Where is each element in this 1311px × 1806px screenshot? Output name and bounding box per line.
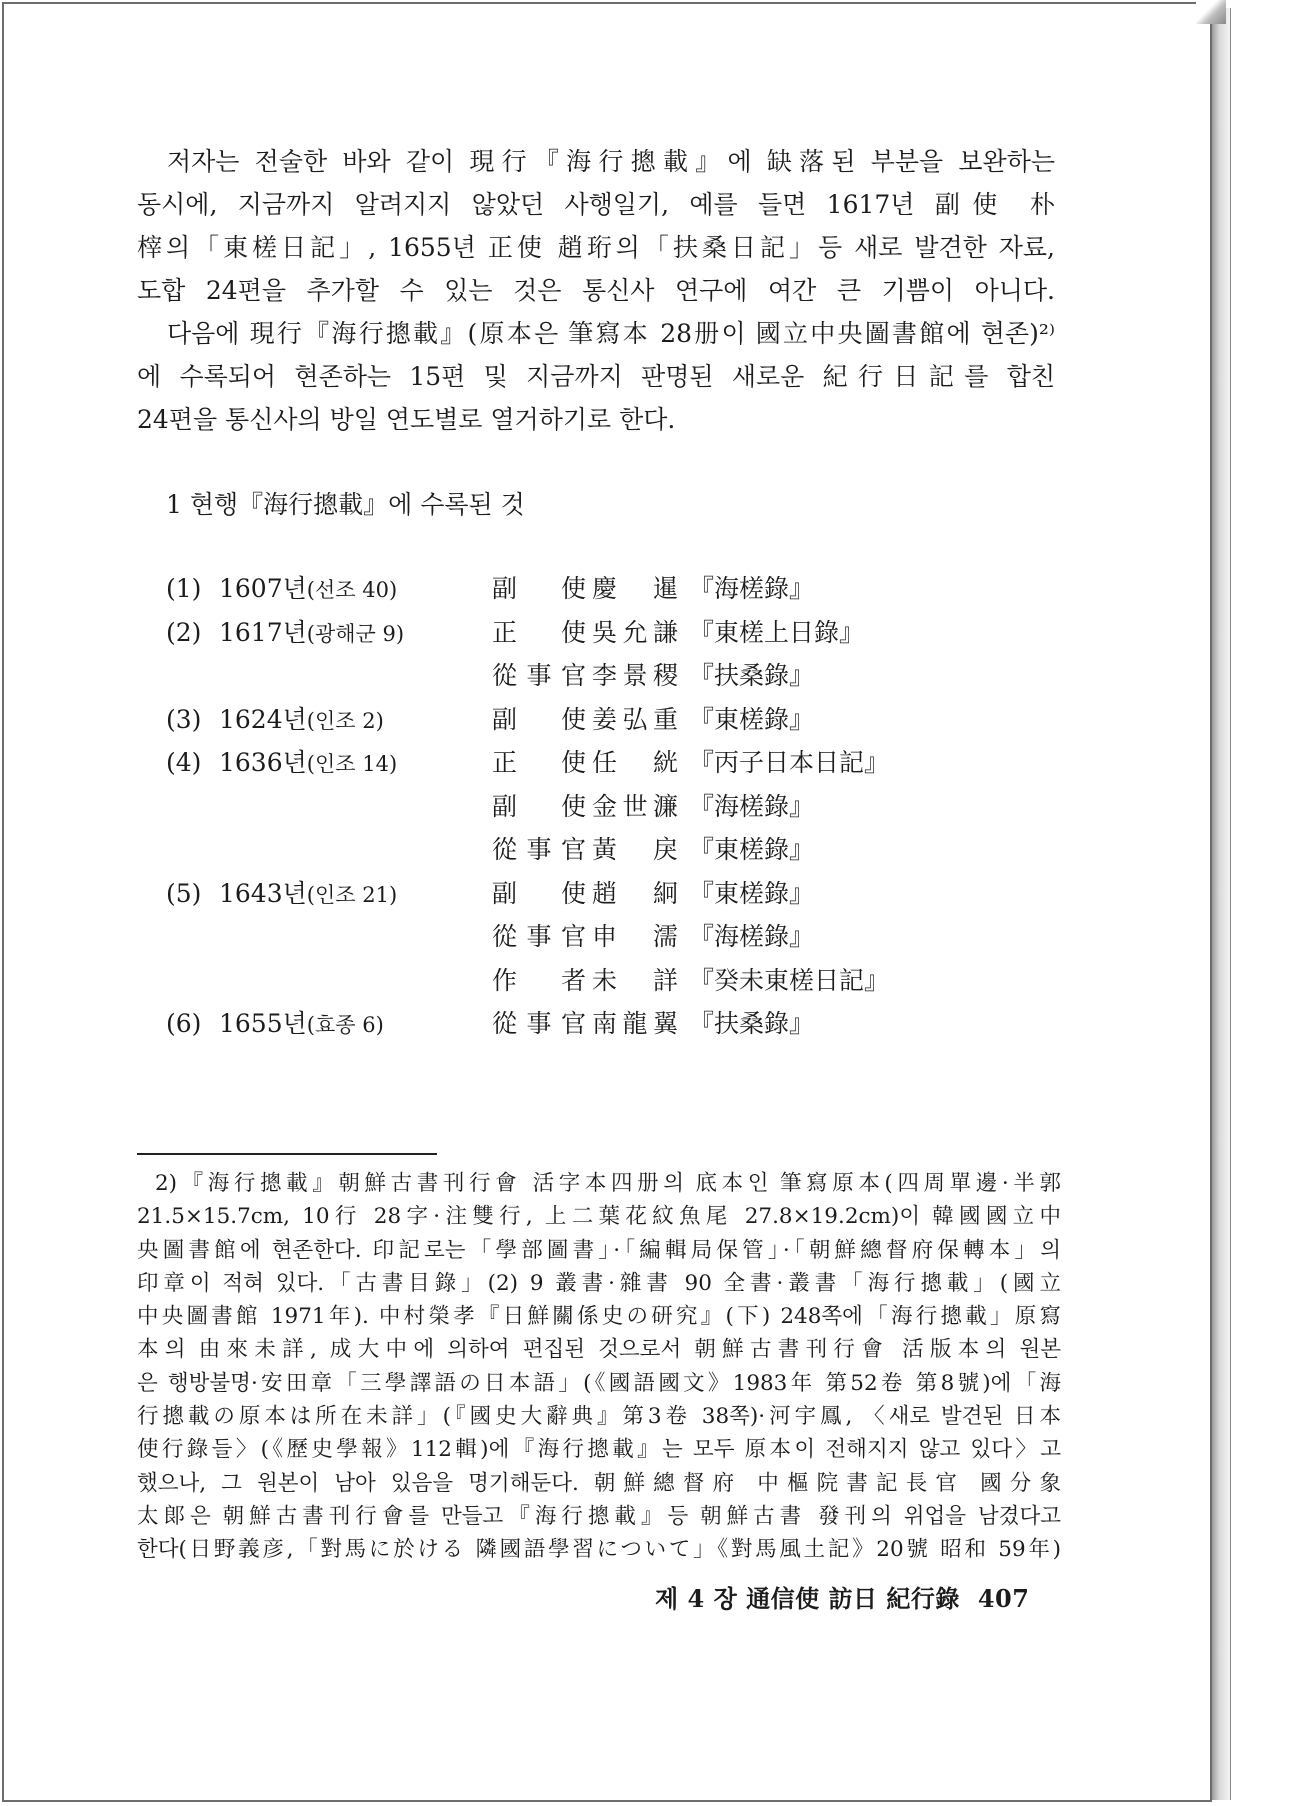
entry-reign: (인조 2) xyxy=(306,708,384,733)
entry-role: 副 使 xyxy=(492,704,586,734)
footnote-line: 中央圖書館 1971年). 中村榮孝『日鮮關係史の研究』(下) 248쪽에「海行摠載」原寫 xyxy=(137,1304,1061,1330)
entry-number: (2) xyxy=(166,617,202,647)
footnote-line: 行摠載の原本は所在未詳」(『國史大辭典』第3卷 38쪽)·河宇鳳, 〈새로 발견된 日本 xyxy=(137,1404,1061,1430)
footnote-line: 太郞은 朝鮮古書刊行會를 만들고『海行摠載』등 朝鮮古書 發刊의 위업을 남겼다고 xyxy=(137,1503,1061,1529)
entry-year: 1607년 xyxy=(219,574,307,603)
entry-reign: (선조 40) xyxy=(306,578,398,602)
list-item xyxy=(166,785,1006,829)
page-edge-shadow xyxy=(1212,8,1231,1800)
entry-title: 『東槎錄』 xyxy=(689,835,815,864)
body-paragraph-1 xyxy=(137,140,1055,312)
footnote-line: 本의 由來未詳, 成大中에 의하여 편집된 것으로서 朝鮮古書刊行會 活版本의 원본 xyxy=(137,1337,1061,1363)
entry-author: 未 詳 xyxy=(592,965,678,995)
list-item xyxy=(166,959,1006,1003)
entry-number: (6) xyxy=(166,1009,202,1038)
chapter-title: 제 4 장 通信使 訪日 紀行錄 xyxy=(655,1584,960,1613)
entry-year: 1655년 xyxy=(219,1009,307,1038)
entry-role: 副 使 xyxy=(492,574,586,603)
entry-role: 正 使 xyxy=(492,748,586,777)
entry-year-group xyxy=(219,872,397,918)
entry-title: 『丙子日本日記』 xyxy=(689,748,890,777)
footnote-line: 했으나, 그 원본이 남아 있음을 명기해둔다. 朝鮮總督府 中樞院書記長官 國分象 xyxy=(137,1470,1061,1496)
entry-reign: (인조 21) xyxy=(306,882,398,907)
list-item xyxy=(166,828,1006,872)
list-item xyxy=(166,698,1006,742)
entry-year: 1643년 xyxy=(219,878,307,908)
page-number: 407 xyxy=(977,1584,1030,1613)
footnote-line: 21.5×15.7cm, 10行 28字·注雙行, 上二葉花紋魚尾 27.8×19.2cm)이 韓國國立中 xyxy=(137,1204,1061,1230)
entry-title: 『扶桑錄』 xyxy=(689,1009,815,1038)
body-paragraph-2 xyxy=(137,312,1055,441)
footnote-line: 은 행방불명·安田章「三學譯語の日本語」(《國語國文》1983年 第52卷 第8號)에「海 xyxy=(137,1370,1061,1396)
entry-role: 從事官 xyxy=(492,1009,586,1038)
entry-number: (5) xyxy=(166,878,202,908)
footnote-line: 使行錄들〉(《歷史學報》112輯)에『海行摠載』는 모두 原本이 전해지지 않고 있다〉고 xyxy=(137,1437,1061,1463)
paragraph-line: 에 수록되어 현존하는 15편 및 지금까지 판명된 새로운 紀行日記를 합친 xyxy=(137,362,1055,391)
entry-number: (4) xyxy=(166,748,202,777)
entry-author: 申 濡 xyxy=(592,922,678,951)
entry-reign: (광해군 9) xyxy=(306,621,405,646)
entry-title: 『東槎錄』 xyxy=(689,878,815,908)
diary-list xyxy=(166,567,1006,1046)
entry-author: 姜弘重 xyxy=(592,704,678,734)
entry-author: 吳允謙 xyxy=(592,617,678,647)
entry-title: 『東槎錄』 xyxy=(689,704,815,734)
entry-role: 正 使 xyxy=(492,617,586,647)
entry-role: 副 使 xyxy=(492,791,586,821)
list-item xyxy=(166,611,1006,655)
page-corner-curl xyxy=(1196,0,1226,24)
entry-title: 『海槎錄』 xyxy=(689,574,815,603)
entry-year-group xyxy=(219,741,397,787)
entry-reign: (인조 14) xyxy=(306,752,398,776)
entry-year-group xyxy=(219,611,404,657)
entry-author: 慶 暹 xyxy=(592,574,678,603)
list-item xyxy=(166,1002,1006,1046)
list-item xyxy=(166,654,1006,698)
entry-title: 『癸未東槎日記』 xyxy=(689,965,890,995)
footnote-divider xyxy=(137,1153,437,1155)
entry-author: 李景稷 xyxy=(592,661,678,690)
paragraph-line: 다음에 現行『海行摠載』(原本은 筆寫本 28册이 國立中央圖書館에 현존)²⁾ xyxy=(167,319,1055,348)
entry-reign: (효종 6) xyxy=(306,1013,384,1037)
entry-role: 從事官 xyxy=(492,661,586,690)
entry-author: 任 絖 xyxy=(592,748,678,777)
entry-number: (3) xyxy=(166,704,202,734)
footnote-line: 央圖書館에 현존한다. 印記로는「學部圖書」·「編輯局保管」·「朝鮮總督府保轉本」의 xyxy=(137,1237,1061,1263)
entry-role: 副 使 xyxy=(492,878,586,908)
entry-author: 趙 絅 xyxy=(592,878,678,908)
entry-title: 『海槎錄』 xyxy=(689,922,815,951)
paragraph-line: 도합 24편을 추가할 수 있는 것은 통신사 연구에 여간 큰 기쁨이 아니다. xyxy=(137,276,1055,305)
entry-role: 從事官 xyxy=(492,922,586,951)
list-item xyxy=(166,915,1006,959)
entry-title: 『東槎上日錄』 xyxy=(689,617,865,647)
footnote-line: 2)『海行摠載』朝鮮古書刊行會 活字本四册의 底本인 筆寫原本(四周單邊·半郭 xyxy=(155,1171,1061,1196)
footnote xyxy=(137,1167,1061,1567)
list-item xyxy=(166,741,1006,785)
entry-year: 1617년 xyxy=(219,617,307,647)
paragraph-line: 24편을 통신사의 방일 연도별로 열거하기로 한다. xyxy=(137,405,676,434)
list-item xyxy=(166,872,1006,916)
entry-author: 金世濂 xyxy=(592,791,678,821)
paragraph-line: 榟의「東槎日記」, 1655년 正使 趙珩의「扶桑日記」등 새로 발견한 자료, xyxy=(137,233,1055,262)
entry-author: 南龍翼 xyxy=(592,1009,678,1038)
entry-role: 作 者 xyxy=(492,965,586,995)
entry-year-group xyxy=(219,567,397,613)
entry-author: 黃 戾 xyxy=(592,835,678,864)
entry-title: 『海槎錄』 xyxy=(689,791,815,821)
entry-role: 從事官 xyxy=(492,835,586,864)
entry-number: (1) xyxy=(166,574,202,603)
entry-year-group xyxy=(219,698,384,744)
footnote-line: 印章이 적혀 있다.「古書目錄」(2) 9 叢書·雜書 90 全書·叢書「海行摠載」(國立 xyxy=(137,1270,1061,1296)
entry-title: 『扶桑錄』 xyxy=(689,661,815,690)
paragraph-line: 저자는 전술한 바와 같이 現行『海行摠載』에 缺落된 부분을 보완하는 xyxy=(167,147,1055,176)
footnote-line: 한다(日野義彦,「對馬に於ける 隣國語學習について」《對馬風土記》20號 昭和 59年) xyxy=(137,1537,1061,1563)
paragraph-line: 동시에, 지금까지 알려지지 않았던 사행일기, 예를 들면 1617년 副使 朴 xyxy=(137,190,1055,219)
running-footer xyxy=(655,1581,1029,1617)
section-heading: 1 현행『海行摠載』에 수록된 것 xyxy=(166,490,525,519)
list-item xyxy=(166,567,1006,611)
entry-year: 1624년 xyxy=(219,704,307,734)
entry-year-group xyxy=(219,1002,384,1048)
entry-year: 1636년 xyxy=(219,748,307,777)
